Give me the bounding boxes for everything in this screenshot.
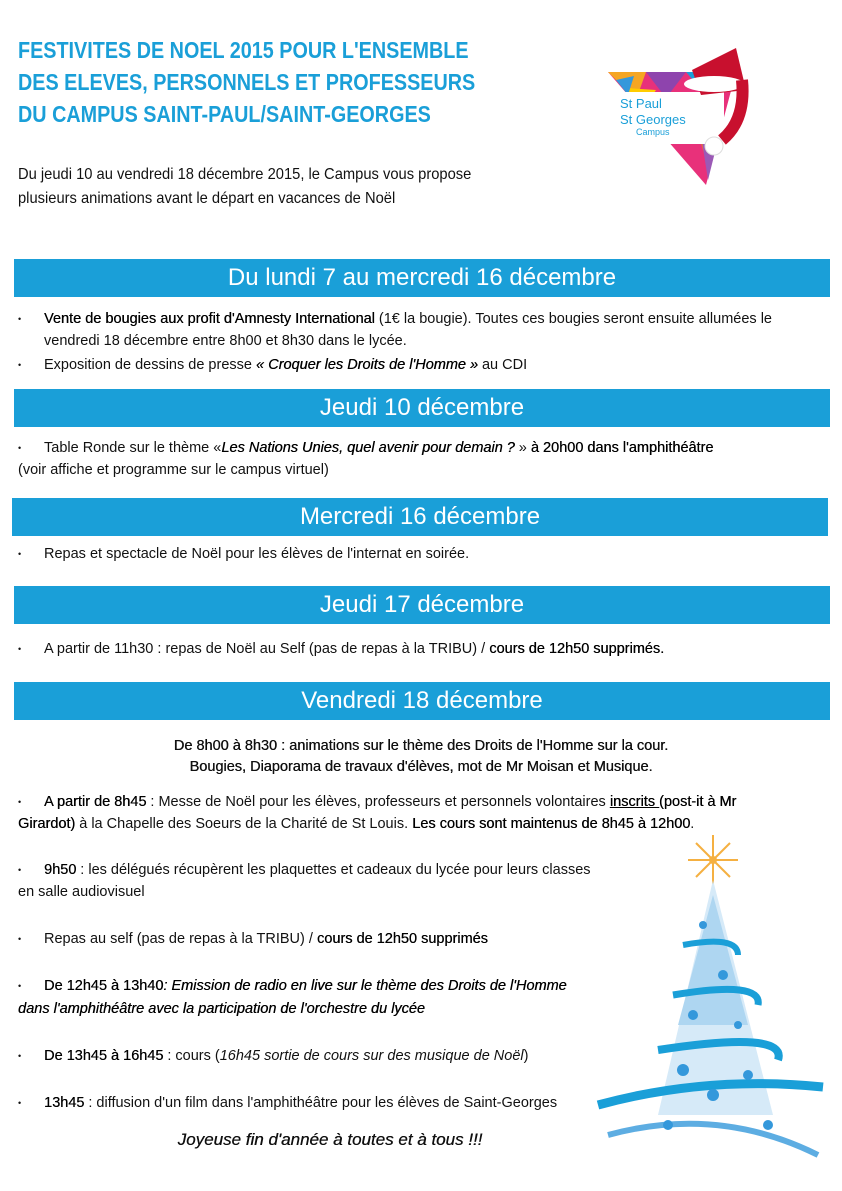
bullet: • [18,644,22,655]
list-item-messe: • A partir de 8h45 : Messe de Noël pour les élèves, professeurs et personnels volontaires inscrits (post-it à Mr [18,791,736,813]
campus-logo [606,40,756,190]
logo-line-2: St Georges [620,112,686,127]
bullet: • [18,797,22,808]
intro-text [18,163,471,211]
list-item-repas-self: • A partir de 11h30 : repas de Noël au Self (pas de repas à la TRIBU) / cours de 12h50 supprimés. [18,638,664,660]
list-item-delegues-cont: en salle audiovisuel [18,884,145,900]
title-line-3: DU CAMPUS SAINT-PAUL/SAINT-GEORGES [18,101,431,127]
list-item-bougies-cont: vendredi 18 décembre entre 8h00 et 8h30 dans le lycée. [44,333,407,349]
title-line-2: DES ELEVES, PERSONNELS ET PROFESSEURS [18,69,476,95]
list-item-repas-internat: • Repas et spectacle de Noël pour les élèves de l'internat en soirée. [18,543,469,565]
list-item-cours: • De 13h45 à 16h45 : cours (16h45 sortie de cours sur des musique de Noël) [18,1045,528,1067]
list-item-bougies: • Vente de bougies aux profit d'Amnesty International (1€ la bougie). Toutes ces bougies seront ensuite allumées le [18,308,772,330]
bullet: • [18,934,22,945]
section-heading-jeudi-10: Jeudi 10 décembre [14,389,830,427]
section-heading-vendredi-18: Vendredi 18 décembre [14,682,830,720]
center-line-2: Bougies, Diaporama de travaux d'élèves, mot de Mr Moisan et Musique. [189,759,653,775]
section-heading-jeudi-17: Jeudi 17 décembre [14,586,830,624]
list-item-exposition: • Exposition de dessins de presse « Croquer les Droits de l'Homme » au CDI [18,354,527,376]
intro-line-2: plusieurs animations avant le départ en vacances de Noël [18,190,396,207]
list-item-film: • 13h45 : diffusion d'un film dans l'amphithéâtre pour les élèves de Saint-Georges [18,1092,557,1114]
christmas-tree-illustration [588,825,828,1165]
logo-line-1: St Paul [620,96,662,111]
list-item-table-ronde: • Table Ronde sur le thème «Les Nations Unies, quel avenir pour demain ? » à 20h00 dans l'amphithéâtre [18,437,713,459]
closing-message: Joyeuse fin d'année à toutes et à tous !!! [177,1130,483,1149]
bullet: • [18,549,22,560]
page-title [18,34,500,130]
list-item-radio-cont: dans l'amphithéâtre avec la participation de l'orchestre du lycée [18,1001,425,1017]
bullet: • [18,981,22,992]
list-item-repas-self-vendredi: • Repas au self (pas de repas à la TRIBU) / cours de 12h50 supprimés [18,928,488,950]
bullet: • [18,360,22,371]
section-heading-mercredi-16: Mercredi 16 décembre [12,498,828,536]
list-item-table-ronde-cont: (voir affiche et programme sur le campus virtuel) [18,462,329,478]
center-line-1: De 8h00 à 8h30 : animations sur le thème des Droits de l'Homme sur la cour. [173,738,669,754]
section-heading-lundi-mercredi: Du lundi 7 au mercredi 16 décembre [14,259,830,297]
logo-line-3: Campus [636,127,670,137]
bullet: • [18,865,22,876]
list-item-messe-cont: Girardot) à la Chapelle des Soeurs de la Charité de St Louis. Les cours sont maintenus de 8h45 à 12h00. [18,816,695,832]
bullet: • [18,314,22,325]
list-item-delegues: • 9h50 : les délégués récupèrent les plaquettes et cadeaux du lycée pour leurs classes [18,859,591,881]
snowflake-tree-icon [588,825,828,1165]
title-line-1: FESTIVITES DE NOEL 2015 POUR L'ENSEMBLE [18,37,469,63]
bullet: • [18,1098,22,1109]
intro-line-1: Du jeudi 10 au vendredi 18 décembre 2015, le Campus vous propose [18,166,472,183]
list-item-radio: • De 12h45 à 13h40: Emission de radio en live sur le thème des Droits de l'Homme [18,975,567,997]
bullet: • [18,443,22,454]
bullet: • [18,1051,22,1062]
logo-graphic [606,40,756,190]
